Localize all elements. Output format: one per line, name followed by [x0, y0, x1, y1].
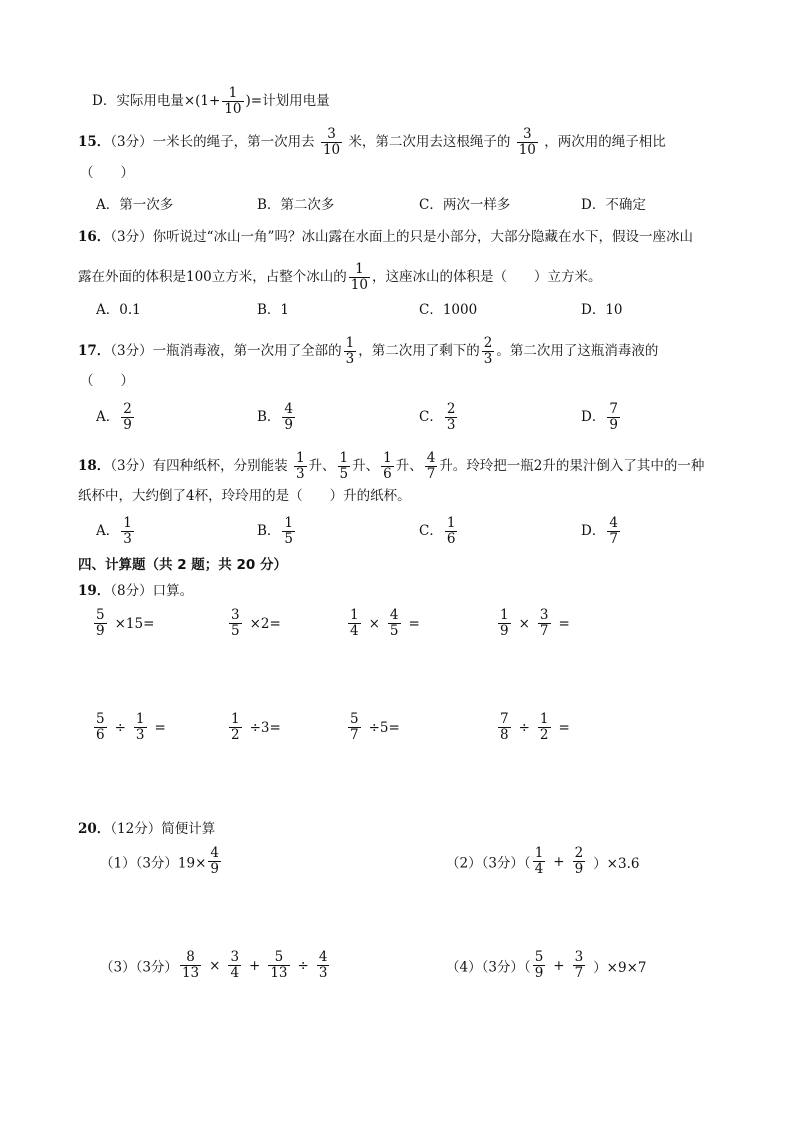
- q15-option-c[interactable]: C．两次一样多: [419, 197, 511, 213]
- q16-option-a[interactable]: A．0.1: [96, 302, 141, 318]
- fraction: $\frac{3}{7}$: [574, 949, 584, 981]
- question-score: （8分）: [110, 583, 153, 599]
- fraction: $\frac{1}{3}$: [123, 515, 132, 547]
- fraction: $\frac{3}{10}$: [518, 126, 536, 158]
- q16-option-c[interactable]: C．1000: [419, 302, 478, 318]
- q17-stem: 17．（3分）一瓶消毒液，第一次用了全部的 $\frac{1}{3}$ ，第二次用了剩下的 $\frac{2}{3}$ 。第二次用了这瓶消毒液的: [78, 335, 659, 367]
- fraction: $\frac{3}{7}$: [539, 607, 549, 639]
- fraction: $\frac{1}{2}$: [231, 711, 240, 743]
- fraction: $\frac{3}{10}$: [322, 126, 341, 158]
- fraction: $\frac{1}{10}$: [224, 85, 242, 117]
- q15-stem: 15．（3分）一米长的绳子，第一次用去 $\frac{3}{10}$ 米，第二次用去这根绳子的 $\frac{3}{10}$ ，两次用的绳子相比: [78, 126, 666, 158]
- fraction: $\frac{2}{9}$: [123, 401, 132, 433]
- question-score: （3分）: [110, 134, 153, 150]
- fraction: $\frac{4}{7}$: [609, 515, 618, 547]
- fraction: $\frac{4}{7}$: [426, 450, 436, 482]
- q20-part-1: （1）（3分）19× $\frac{4}{9}$: [100, 845, 220, 877]
- question-score: （12分）: [110, 821, 162, 837]
- question-number: 16．: [78, 229, 111, 245]
- fraction: $\frac{8}{13}$: [181, 949, 200, 981]
- fraction: $\frac{2}{3}$: [483, 335, 493, 367]
- q19-item-7: $\frac{5}{7}$ ÷5=: [350, 711, 400, 743]
- question-number: 18．: [78, 458, 111, 474]
- q20-stem: 20．（12分）简便计算: [78, 821, 216, 837]
- q16-line2: 露在外面的体积是100立方米，占整个冰山的 $\frac{1}{10}$ ，这座冰山的体积是（ ）立方米。: [78, 261, 602, 293]
- question-number: 15．: [78, 134, 111, 150]
- q20-part-3: （3）（3分） $\frac{8}{13}$ × $\frac{3}{4}$ + $\frac{5}{13}$ ÷ $\frac{4}{3}$: [100, 949, 328, 981]
- fraction: $\frac{1}{10}$: [350, 261, 368, 293]
- question-score: （3分）: [110, 229, 153, 245]
- q18-option-b[interactable]: B． $\frac{1}{5}$: [257, 515, 294, 547]
- q17-option-d[interactable]: D． $\frac{7}{9}$: [581, 401, 618, 433]
- fraction: $\frac{7}{9}$: [609, 401, 618, 433]
- fraction: $\frac{5}{9}$: [534, 949, 544, 981]
- fraction: $\frac{1}{6}$: [446, 515, 456, 547]
- fraction: $\frac{5}{13}$: [270, 949, 288, 981]
- fraction: $\frac{4}{9}$: [210, 845, 220, 877]
- fraction: $\frac{1}{5}$: [284, 515, 294, 547]
- q15-option-b[interactable]: B．第二次多: [257, 197, 335, 213]
- q14-option-d: [92, 86, 330, 117]
- q19-item-1: $\frac{5}{9}$ ×15=: [96, 607, 155, 639]
- fraction: $\frac{1}{4}$: [350, 607, 359, 639]
- q17-option-b[interactable]: B． $\frac{4}{9}$: [257, 401, 294, 433]
- q18-option-a[interactable]: A． $\frac{1}{3}$: [96, 515, 132, 547]
- q19-item-2: $\frac{3}{5}$ ×2=: [231, 607, 281, 639]
- q19-item-5: $\frac{5}{6}$ ÷ $\frac{1}{3}$ =: [96, 711, 166, 743]
- fraction: $\frac{1}{3}$: [135, 711, 145, 743]
- q17-blank: （ ）: [80, 373, 134, 389]
- q18-option-c[interactable]: C． $\frac{1}{6}$: [419, 515, 456, 547]
- q16-option-b[interactable]: B．1: [257, 302, 290, 318]
- fraction: $\frac{1}{9}$: [500, 607, 509, 639]
- fraction: $\frac{4}{5}$: [389, 607, 399, 639]
- question-number: 20．: [78, 821, 111, 837]
- question-score: （3分）: [110, 343, 153, 359]
- fraction: $\frac{5}{9}$: [96, 607, 105, 639]
- q18-option-d[interactable]: D． $\frac{4}{7}$: [581, 515, 618, 547]
- question-number: 19．: [78, 583, 111, 599]
- q18-line2: 纸杯中，大约倒了4杯，玲玲用的是（ ）升的纸杯。: [78, 488, 411, 504]
- q19-stem: 19．（8分）口算。: [78, 583, 194, 599]
- q18-stem: 18．（3分）有四种纸杯，分别能装 $\frac{1}{3}$ 升、 $\frac{1}{5}$ 升、 $\frac{1}{6}$ 升、 $\frac{4}{7}$ 升。玲玲把一瓶2升的果汁倒入了其中的一种: [78, 450, 705, 482]
- fraction: $\frac{1}{5}$: [339, 450, 349, 482]
- q14-option-d-tail: )=计划用电量: [245, 93, 330, 109]
- question-score: （3分）: [110, 458, 153, 474]
- q16-line1: 16．（3分）你听说过“冰山一角”吗？冰山露在水面上的只是小部分，大部分隐藏在水下，假设一座冰山: [78, 229, 693, 245]
- fraction: $\frac{3}{5}$: [231, 607, 240, 639]
- fraction: $\frac{5}{6}$: [96, 711, 105, 743]
- q15-blank: （ ）: [80, 165, 134, 181]
- fraction: $\frac{2}{3}$: [446, 401, 456, 433]
- q15-option-d[interactable]: D．不确定: [581, 197, 646, 213]
- q19-item-3: $\frac{1}{4}$ × $\frac{4}{5}$ =: [350, 607, 420, 639]
- fraction: $\frac{4}{3}$: [318, 949, 328, 981]
- fraction: $\frac{4}{9}$: [284, 401, 294, 433]
- q20-part-4: （4）（3分）（ $\frac{5}{9}$ + $\frac{3}{7}$ ）×9×7: [446, 949, 647, 981]
- fraction: $\frac{1}{6}$: [383, 450, 392, 482]
- q20-part-2: （2）（3分）（ $\frac{1}{4}$ + $\frac{2}{9}$ ）×3.6: [446, 845, 640, 877]
- q16-option-d[interactable]: D．10: [581, 302, 623, 318]
- q19-item-4: $\frac{1}{9}$ × $\frac{3}{7}$ =: [500, 607, 570, 639]
- fraction: $\frac{1}{4}$: [534, 845, 544, 877]
- q19-item-8: $\frac{7}{8}$ ÷ $\frac{1}{2}$ =: [500, 711, 570, 743]
- section-heading: 四、计算题（共 2 题；共 20 分）: [78, 557, 287, 573]
- fraction: $\frac{1}{2}$: [539, 711, 549, 743]
- fraction: $\frac{2}{9}$: [574, 845, 584, 877]
- fraction: $\frac{3}{4}$: [230, 949, 240, 981]
- q17-option-a[interactable]: A． $\frac{2}{9}$: [96, 401, 132, 433]
- q14-option-d-label: D．实际用电量×(1+: [92, 93, 221, 109]
- fraction: $\frac{5}{7}$: [350, 711, 359, 743]
- q15-option-a[interactable]: A．第一次多: [96, 197, 174, 213]
- fraction: $\frac{7}{8}$: [500, 711, 509, 743]
- fraction: $\frac{1}{3}$: [345, 335, 355, 367]
- question-number: 17．: [78, 343, 111, 359]
- fraction: $\frac{1}{3}$: [295, 450, 305, 482]
- q19-item-6: $\frac{1}{2}$ ÷3=: [231, 711, 281, 743]
- q17-option-c[interactable]: C． $\frac{2}{3}$: [419, 401, 456, 433]
